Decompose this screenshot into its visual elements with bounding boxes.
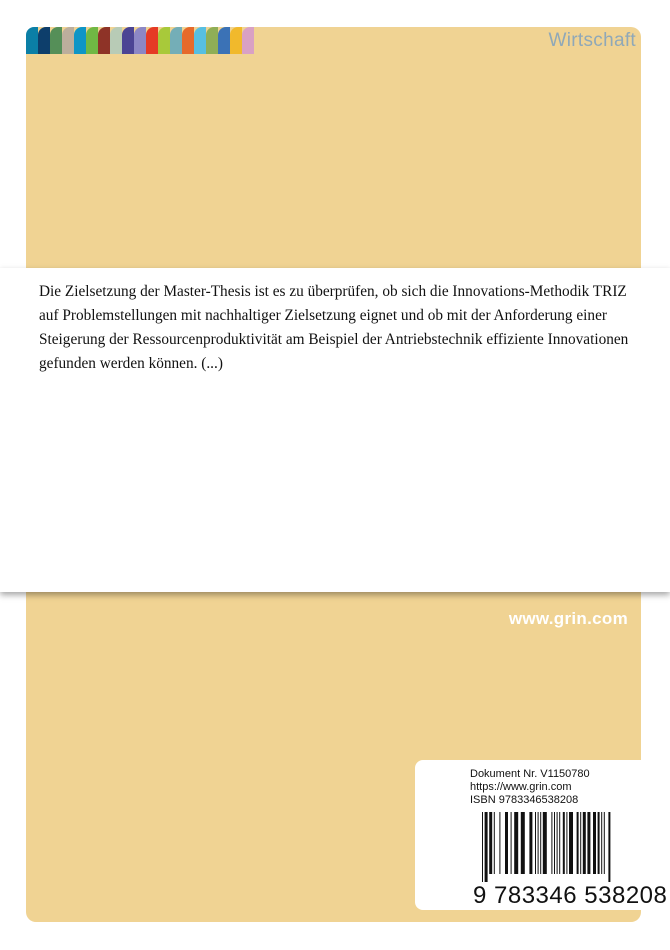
isbn-number: ISBN 9783346538208 — [470, 794, 579, 806]
color-stripe — [122, 27, 134, 54]
document-info — [470, 768, 590, 807]
barcode-digits: 9 783346 538208 — [473, 882, 668, 909]
barcode-bar — [569, 812, 573, 874]
color-stripe — [134, 27, 146, 54]
barcode-bar — [494, 812, 495, 874]
barcode-bar — [593, 812, 596, 874]
color-stripe — [182, 27, 194, 54]
color-stripe — [158, 27, 170, 54]
barcode-bar — [554, 812, 555, 874]
barcode-bar — [608, 812, 610, 882]
barcode-bar — [559, 812, 560, 874]
barcode-bar — [583, 812, 586, 874]
barcode-bar — [551, 812, 552, 874]
isbn-info-box — [415, 760, 668, 910]
barcode-bar — [511, 812, 512, 874]
color-stripe — [146, 27, 158, 54]
color-stripe — [86, 27, 98, 54]
barcode-bar — [505, 812, 508, 874]
barcode-bar — [529, 812, 532, 874]
barcode-bar — [521, 812, 525, 874]
barcode — [482, 812, 632, 882]
color-stripe — [218, 27, 230, 54]
barcode-bar — [604, 812, 605, 874]
color-stripe — [50, 27, 62, 54]
color-stripes — [26, 27, 254, 54]
color-stripe — [98, 27, 110, 54]
barcode-bar — [566, 812, 567, 874]
barcode-bar — [485, 812, 488, 882]
document-url: https://www.grin.com — [470, 781, 572, 793]
color-stripe — [62, 27, 74, 54]
abstract-text: Die Zielsetzung der Master-Thesis ist es zu überprüfen, ob sich die Innovations-Methodik TRIZ auf Problemstellungen mit nachhaltiger Zielsetzung eignet und ob mit der Anforderung einer Steigerung der Ressourcenproduktivität am Beispiel der Antriebstechnik effiziente Innovationen gefunden werden können. (...) — [39, 283, 629, 372]
color-stripe — [170, 27, 182, 54]
category-label: Wirtschaft — [548, 30, 636, 51]
barcode-bar — [514, 812, 518, 874]
barcode-bar — [580, 812, 581, 874]
barcode-bar — [535, 812, 536, 874]
color-stripe — [194, 27, 206, 54]
barcode-bar — [563, 812, 565, 874]
color-stripe — [110, 27, 122, 54]
barcode-bar — [543, 812, 547, 874]
barcode-bar — [482, 812, 483, 882]
barcode-bar — [598, 812, 600, 874]
barcode-bar — [587, 812, 590, 874]
color-stripe — [26, 27, 38, 54]
publisher-website: www.grin.com — [508, 609, 628, 628]
color-stripe — [74, 27, 86, 54]
barcode-bar — [489, 812, 492, 874]
barcode-bar — [499, 812, 500, 874]
barcode-bar — [538, 812, 539, 874]
document-number: Dokument Nr. V1150780 — [470, 768, 590, 780]
barcode-bar — [540, 812, 541, 874]
barcode-bar — [557, 812, 558, 874]
barcode-bar — [601, 812, 602, 874]
color-stripe — [242, 27, 254, 54]
color-stripe — [206, 27, 218, 54]
color-stripe — [38, 27, 50, 54]
barcode-bar — [577, 812, 579, 874]
color-stripe — [230, 27, 242, 54]
